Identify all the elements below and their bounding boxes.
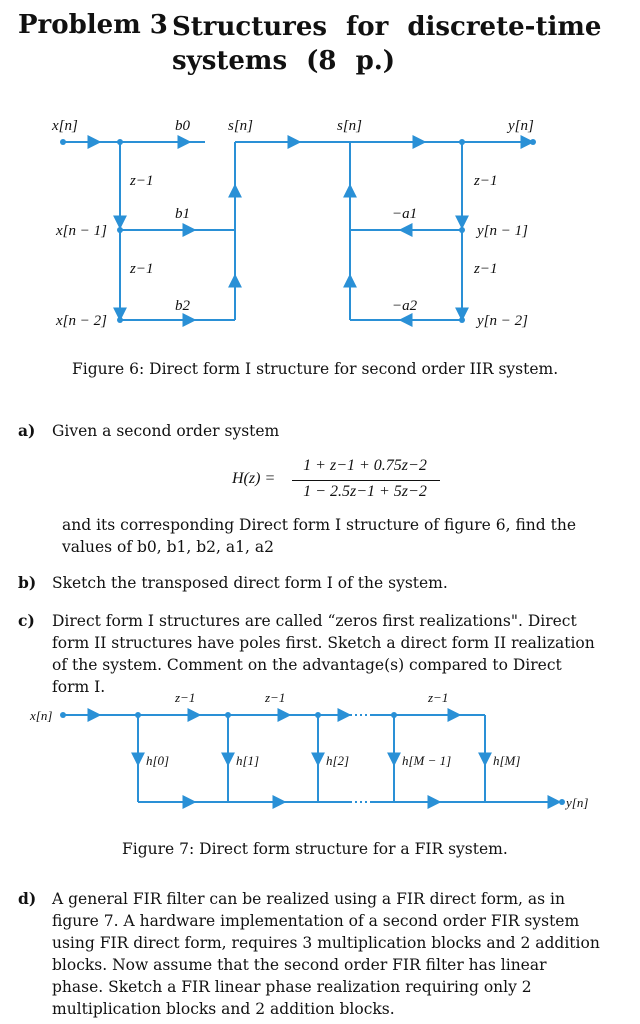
fig6-node: [459, 317, 465, 323]
fig6-input-node: [60, 139, 66, 145]
formula-lhs: H(z) =: [232, 470, 276, 487]
fig6-label-delay: z−1: [130, 173, 154, 189]
figure7-diagram: [0, 685, 640, 825]
fig6-label-a2: −a2: [392, 298, 418, 314]
figure7-caption: Figure 7: Direct form structure for a FIR system.: [122, 840, 508, 858]
part-d-text: A general FIR filter can be realized using a FIR direct form, as in figure 7. A hardware implementation of a second order FIR system using FIR direct form, requires 3 multiplication blocks and 2 addition blocks. Now assume that the second order FIR filter has linear phase. Sketch a FIR linear phase realization requiring only 2 multiplication blocks and 2 addition blocks.: [52, 890, 600, 1018]
fig6-node: [117, 317, 123, 323]
fig6-label-delay: z−1: [474, 261, 498, 277]
part-a-text: and its corresponding Direct form I structure of figure 6, find the values of b0, b1, b2, a1, a2: [62, 516, 576, 556]
fig7-label-yn: y[n]: [566, 795, 589, 810]
fig7-output-node: [559, 799, 565, 805]
fig6-label-delay: z−1: [130, 261, 154, 277]
part-a-intro: Given a second order system: [52, 422, 280, 440]
formula-fraction-bar: [292, 480, 440, 481]
fig6-output-node: [530, 139, 536, 145]
fig7-label-hm: h[M]: [493, 753, 521, 768]
fig6-label-yn1: y[n − 1]: [477, 223, 528, 239]
fig6-label-yn2: y[n − 2]: [477, 313, 528, 329]
part-c-text: Direct form I structures are called “zeros first realizations". Direct form II structures have poles first. Sketch a direct form II realization of the system. Comment on the advantage(s) compared to Direct form I.: [52, 612, 595, 696]
figure6-diagram: [0, 100, 640, 345]
fig6-label-s-right: s[n]: [337, 118, 363, 134]
fig7-label-hm1: h[M − 1]: [402, 753, 452, 768]
fig6-node: [117, 227, 123, 233]
fig6-label-delay: z−1: [474, 173, 498, 189]
fig6-label-s-left: s[n]: [228, 118, 254, 134]
fig6-label-yn: y[n]: [508, 118, 534, 134]
fig6-label-b1: b1: [175, 206, 190, 222]
fig6-node: [117, 139, 123, 145]
fig7-node: [225, 712, 231, 718]
fig6-label-xn: x[n]: [52, 118, 78, 134]
fig6-label-xn1: x[n − 1]: [56, 223, 107, 239]
part-b-text: Sketch the transposed direct form I of the system.: [52, 574, 448, 592]
fig7-label-delay: z−1: [428, 690, 449, 705]
fig7-label-h1: h[1]: [236, 753, 260, 768]
formula-numerator: 1 + z−1 + 0.75z−2: [303, 457, 427, 474]
fig7-label-delay: z−1: [265, 690, 286, 705]
fig7-node: [135, 712, 141, 718]
formula-denominator: 1 − 2.5z−1 + 5z−2: [303, 483, 427, 500]
fig7-input-node: [60, 712, 66, 718]
fig6-node: [459, 227, 465, 233]
fig7-node: [315, 712, 321, 718]
part-b-label: b): [18, 573, 37, 592]
fig6-label-a1: −a1: [392, 206, 418, 222]
part-a-label: a): [18, 421, 36, 440]
fig7-label-h2: h[2]: [326, 753, 350, 768]
fig6-label-xn2: x[n − 2]: [56, 313, 107, 329]
fig6-label-b2: b2: [175, 298, 190, 314]
fig7-label-h0: h[0]: [146, 753, 170, 768]
fig7-label-delay: z−1: [175, 690, 196, 705]
part-c-label: c): [18, 611, 35, 630]
fig7-label-xn: x[n]: [30, 708, 53, 723]
fig7-node: [391, 712, 397, 718]
part-d-label: d): [18, 889, 37, 908]
figure6-caption: Figure 6: Direct form I structure for second order IIR system.: [72, 360, 559, 378]
fig6-label-b0: b0: [175, 118, 190, 134]
problem-number: Problem 3: [18, 10, 168, 40]
problem-title: Structures for discrete-time systems (8 p.): [172, 12, 602, 76]
fig6-node: [459, 139, 465, 145]
